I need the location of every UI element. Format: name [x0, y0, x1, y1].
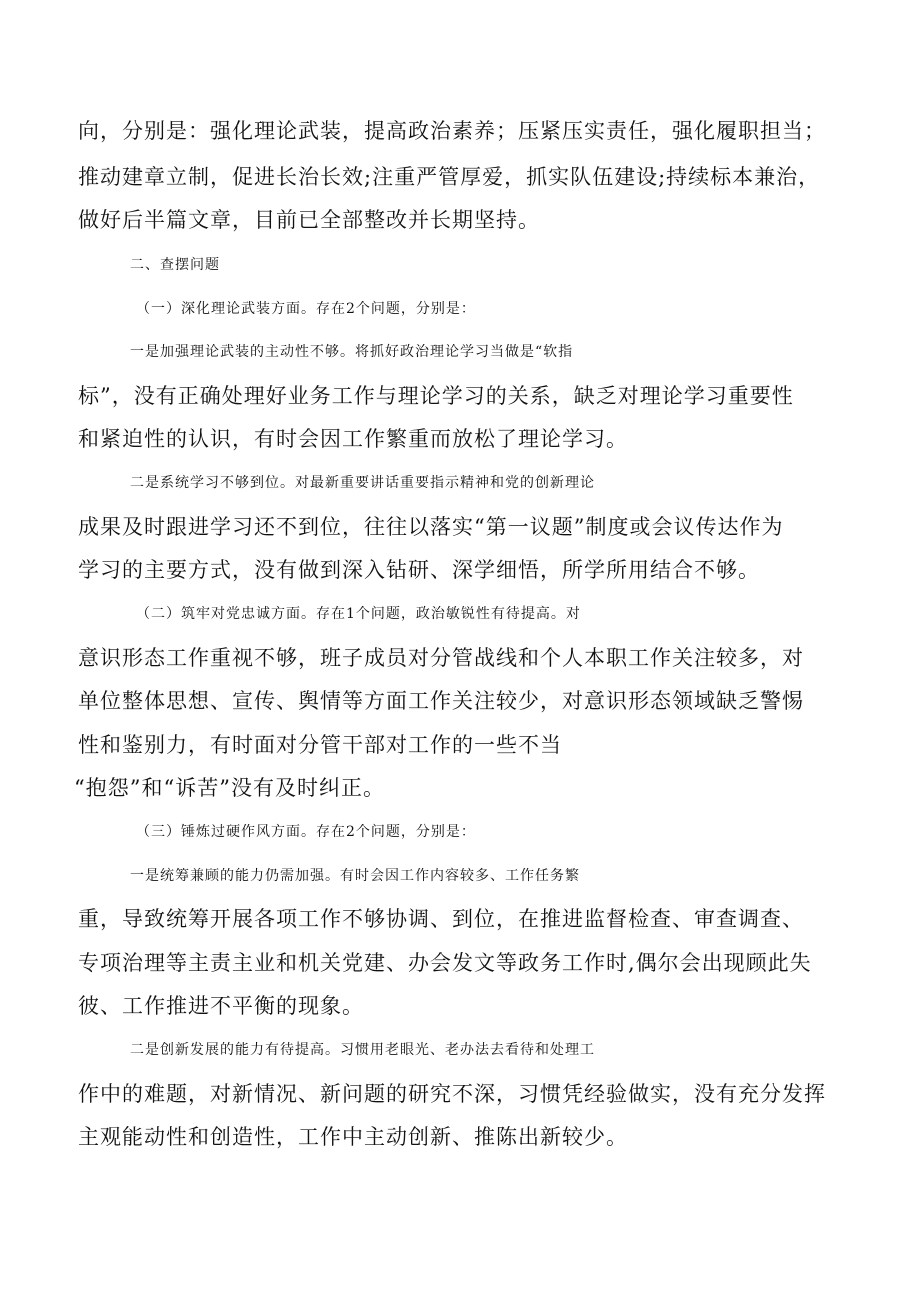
subsection-heading: （三）锤炼过硬作风方面。存在2个问题，分别是： — [136, 824, 476, 840]
text-line: 作中的难题，对新情况、新问题的研究不深，习惯凭经验做实，没有充分发挥 — [78, 1082, 826, 1106]
text-line: 向，分别是：强化理论武装，提高政治素养；压紧压实责任，强化履职担当； — [78, 119, 826, 143]
text-line: 二是创新发展的能力有待提高。习惯用老眼光、老办法去看待和处理工 — [130, 1042, 595, 1058]
text-line: 标”，没有正确处理好业务工作与理论学习的关系，缺乏对理论学习重要性 — [78, 384, 794, 408]
text-line: 推动建章立制，促进长治长效;注重严管厚爱，抓实队伍建设;持续标本兼治， — [78, 165, 821, 189]
subsection-heading: （二）筑牢对党忠诚方面。存在1个问题，政治敏锐性有待提高。对 — [136, 606, 581, 622]
text-line: 做好后半篇文章，目前已全部整改并长期坚持。 — [78, 208, 540, 232]
text-line: 和紧迫性的认识，有时会因工作繁重而放松了理论学习。 — [78, 427, 628, 451]
subsection-heading: （一）深化理论武装方面。存在2个问题，分别是： — [136, 301, 476, 317]
text-line: 二是系统学习不够到位。对最新重要讲话重要指示精神和党的创新理论 — [130, 475, 595, 491]
text-line: 主观能动性和创造性，工作中主动创新、推陈出新较少。 — [78, 1125, 628, 1149]
text-line: 单位整体思想、宣传、舆情等方面工作关注较少，对意识形态领域缺乏警惕 — [78, 689, 804, 713]
text-line: “抱怨”和“诉苦”没有及时纠正。 — [74, 776, 385, 800]
text-line: 意识形态工作重视不够，班子成员对分管战线和个人本职工作关注较多，对 — [78, 646, 804, 670]
text-line: 一是统筹兼顾的能力仍需加强。有时会因工作内容较多、工作任务繁 — [130, 868, 580, 884]
text-line: 成果及时跟进学习还不到位，往往以落实“第一议题”制度或会议传达作为 — [78, 515, 784, 539]
text-line: 性和鉴别力，有时面对分管干部对工作的一些不当 — [78, 733, 562, 757]
text-line: 重，导致统筹开展各项工作不够协调、到位，在推进监督检查、审查调查、 — [78, 907, 804, 931]
text-line: 学习的主要方式，没有做到深入钻研、深学细悟，所学所用结合不够。 — [78, 558, 760, 582]
text-line: 彼、工作推进不平衡的现象。 — [78, 994, 364, 1018]
text-line: 专项治理等主责主业和机关党建、办会发文等政务工作时,偶尔会出现顾此失 — [78, 951, 812, 975]
text-line: 一是加强理论武装的主动性不够。将抓好政治理论学习当做是“软指 — [130, 344, 574, 360]
section-heading: 二、查摆问题 — [130, 257, 220, 273]
